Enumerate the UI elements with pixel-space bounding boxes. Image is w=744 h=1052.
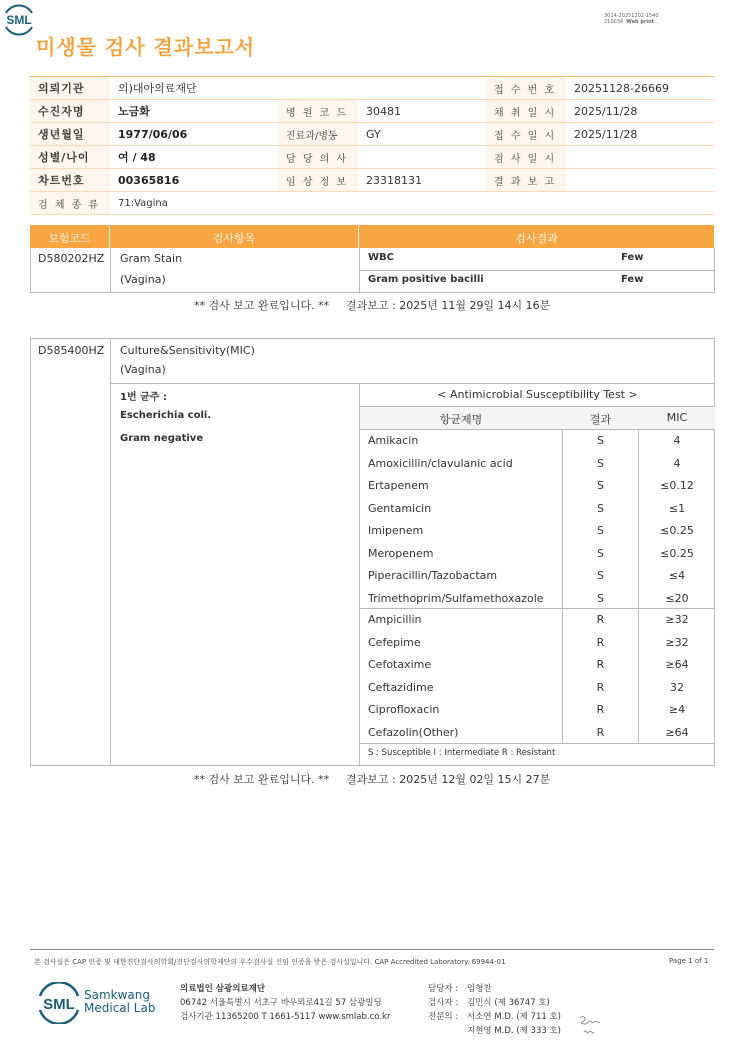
value-clinical-info: 23318131 — [358, 169, 486, 192]
staff-name: 서소연 M.D. (제 711 호) — [467, 1012, 562, 1022]
drug-mic: ≤4 — [668, 569, 686, 582]
drug-result: R — [596, 635, 605, 649]
drug-result: R — [596, 613, 605, 626]
drug-mic: ≤20 — [665, 591, 689, 605]
culture-code: D585400HZ — [38, 344, 105, 357]
header-test-result: 검사결과 — [515, 232, 558, 245]
organism-name: Escherichia coli. — [120, 410, 212, 421]
drug-name: Cefotaxime — [368, 658, 432, 671]
gram-code: D580202HZ — [38, 252, 105, 265]
cert-note: 본 검사실은 CAP 인증 및 대한진단검사의학회/진단검사의학재단의 우수검사실 신임 인증을 받은 검사실입니다. CAP Accredited Laboratory. 69944-01 — [34, 958, 506, 966]
print-code-line2b: Web print — [626, 19, 655, 25]
gram-specimen: (Vagina) — [120, 273, 166, 286]
print-code-line1: 3014-20251202-1540 — [604, 13, 659, 19]
ast-legend: S : Susceptible I : Intermediate R : Resistant — [368, 748, 556, 758]
gram-report-time: 결과보고 : 2025년 11월 29일 14시 16분 — [346, 299, 551, 312]
gram-row-value: Few — [621, 274, 644, 285]
drug-result: R — [596, 703, 605, 716]
drug-name: Meropenem — [368, 546, 434, 560]
value-sex-age: 여 / 48 — [110, 146, 278, 169]
value-collection-date: 2025/11/28 — [566, 100, 714, 123]
value-patient-name: 노금화 — [110, 100, 278, 123]
label-department: 진료과/병동 — [278, 123, 358, 146]
info-row — [30, 77, 714, 100]
logo-text: SML — [6, 13, 32, 27]
drug-mic: ≥64 — [665, 658, 689, 671]
signature-icon — [576, 1010, 616, 1040]
label-receipt-no: 접 수 번 호 — [486, 77, 566, 100]
label-result-report: 결 과 보 고 — [486, 169, 566, 192]
drug-mic: 4 — [673, 456, 681, 470]
organism-gram: Gram negative — [120, 433, 204, 444]
drug-mic: ≥32 — [665, 635, 689, 649]
lab-name-line2: Medical Lab — [84, 1001, 156, 1015]
divider — [359, 429, 715, 430]
drug-result: S — [597, 569, 604, 582]
drug-mic: ≤1 — [668, 501, 686, 515]
drug-mic: ≥4 — [668, 703, 686, 716]
col-mic: MIC — [666, 411, 688, 424]
value-receipt-no: 20251128-26669 — [566, 77, 714, 100]
drug-result: S — [597, 524, 604, 537]
staff-role: 검사자 : — [428, 998, 459, 1008]
drug-name: Ertapenem — [368, 479, 429, 492]
results-header-bar — [30, 225, 714, 248]
drug-result: S — [597, 591, 604, 605]
gram-done-note: ** 검사 보고 완료입니다. ** — [194, 299, 330, 312]
drug-mic: ≤0.25 — [660, 524, 694, 537]
drug-result: S — [597, 501, 604, 515]
drug-mic: ≥32 — [665, 613, 689, 626]
staff-name: 임형찬 — [467, 984, 492, 994]
value-specimen-type: 71:Vagina — [110, 192, 714, 215]
drug-name: Cefepime — [368, 635, 421, 649]
divider — [110, 248, 111, 292]
value-result-report — [566, 169, 714, 192]
info-row — [30, 123, 714, 146]
print-code-line2a: 210034 — [604, 19, 624, 25]
drug-name: Cefazolin(Other) — [368, 725, 459, 739]
staff-role: 전문의 : — [428, 1012, 459, 1022]
staff-role: 담당자 : — [428, 984, 459, 994]
label-sex-age: 성별/나이 — [30, 146, 110, 169]
drug-name: Amoxicillin/clavulanic acid — [368, 456, 513, 470]
culture-report-time: 결과보고 : 2025년 12월 02일 15시 27분 — [346, 773, 551, 786]
page-number: Page 1 of 1 — [669, 957, 709, 965]
label-chart-no: 차트번호 — [30, 169, 110, 192]
label-birthdate: 생년월일 — [30, 123, 110, 146]
gram-row-name: WBC — [368, 252, 394, 263]
gram-row-value: Few — [621, 252, 644, 263]
drug-mic: 4 — [673, 434, 681, 447]
header-insurance-code: 보험코드 — [48, 232, 91, 245]
divider — [359, 270, 715, 271]
value-department: GY — [358, 123, 486, 146]
staff-name: 지현영 M.D. (제 333 호) — [467, 1026, 562, 1036]
label-hospital-code: 병 원 코 드 — [278, 100, 358, 123]
drug-name: Ampicillin — [368, 613, 422, 626]
label-specimen-type: 검 체 종 류 — [30, 192, 110, 215]
drug-mic: ≥64 — [665, 725, 689, 739]
drug-mic: ≤0.25 — [660, 546, 694, 560]
footer-logo-text: SML — [43, 996, 75, 1013]
drug-mic: ≤0.12 — [660, 479, 694, 492]
drug-name: Piperacillin/Tazobactam — [368, 569, 498, 582]
label-collection-date: 채 취 일 시 — [486, 100, 566, 123]
culture-test-name: Culture&Sensitivity(MIC) — [120, 344, 255, 357]
gram-test-name: Gram Stain — [120, 252, 183, 265]
value-test-date — [566, 146, 714, 169]
value-requester: 의)대아의료재단 — [110, 77, 486, 100]
drug-result: S — [597, 479, 604, 492]
org-name: 의료법인 삼광의료재단 — [180, 984, 266, 994]
drug-result: S — [597, 546, 604, 560]
sml-logo-icon — [0, 0, 38, 38]
organism-number: 1번 균주 : — [120, 392, 167, 403]
staff-name: 김민식 (제 36747 호) — [467, 998, 550, 1008]
drug-name: Amikacin — [368, 434, 419, 447]
drug-result: R — [596, 658, 605, 671]
org-contact: 검사기관 11365200 T 1661-5117 www.smlab.co.kr — [180, 1012, 391, 1022]
info-row — [30, 169, 714, 192]
divider — [111, 383, 715, 384]
drug-mic: 32 — [670, 680, 684, 694]
report-title: 미생물 검사 결과보고서 — [36, 35, 256, 59]
value-doctor — [358, 146, 486, 169]
value-chart-no: 00365816 — [110, 169, 278, 192]
value-receipt-date: 2025/11/28 — [566, 123, 714, 146]
info-row — [30, 146, 714, 169]
info-row — [30, 100, 714, 123]
drug-name: Gentamicin — [368, 501, 432, 515]
ast-title: < Antimicrobial Susceptibility Test > — [437, 388, 638, 401]
divider — [359, 743, 715, 744]
culture-specimen: (Vagina) — [120, 363, 166, 376]
drug-name: Ciprofloxacin — [368, 703, 440, 716]
org-address: 06742 서울특별시 서초구 바우뫼로41길 57 삼광빌딩 — [180, 998, 382, 1008]
header-test-item: 검사항목 — [212, 232, 256, 245]
value-hospital-code: 30481 — [358, 100, 486, 123]
value-birthdate: 1977/06/06 — [110, 123, 278, 146]
label-clinical-info: 임 상 정 보 — [278, 169, 358, 192]
drug-name: Ceftazidime — [368, 680, 434, 694]
culture-block — [30, 338, 715, 766]
divider — [359, 383, 360, 766]
drug-result: R — [596, 725, 605, 739]
info-row — [30, 192, 714, 215]
patient-info-table — [30, 76, 714, 215]
culture-done-note: ** 검사 보고 완료입니다. ** — [194, 773, 330, 786]
drug-result: R — [596, 680, 605, 694]
drug-result: S — [597, 434, 604, 447]
footer-divider — [30, 949, 714, 950]
drug-result: S — [597, 456, 604, 470]
label-receipt-date: 접 수 일 시 — [486, 123, 566, 146]
drug-name: Trimethoprim/Sulfamethoxazole — [368, 591, 544, 605]
label-patient-name: 수진자명 — [30, 100, 110, 123]
divider — [359, 608, 715, 609]
drug-name: Imipenem — [368, 524, 424, 537]
label-doctor: 담 당 의 사 — [278, 146, 358, 169]
col-result: 결과 — [589, 413, 612, 426]
lab-name-line1: Samkwang — [84, 988, 150, 1002]
gram-row-name: Gram positive bacilli — [368, 274, 484, 285]
sml-footer-logo-icon — [36, 982, 82, 1024]
label-test-date: 검 사 일 시 — [486, 146, 566, 169]
col-drug-name: 항균제명 — [439, 413, 483, 426]
gram-stain-block — [30, 248, 715, 293]
label-requester: 의뢰기관 — [30, 77, 110, 100]
lab-name — [84, 989, 155, 1015]
divider — [110, 339, 111, 766]
print-code — [604, 13, 659, 25]
